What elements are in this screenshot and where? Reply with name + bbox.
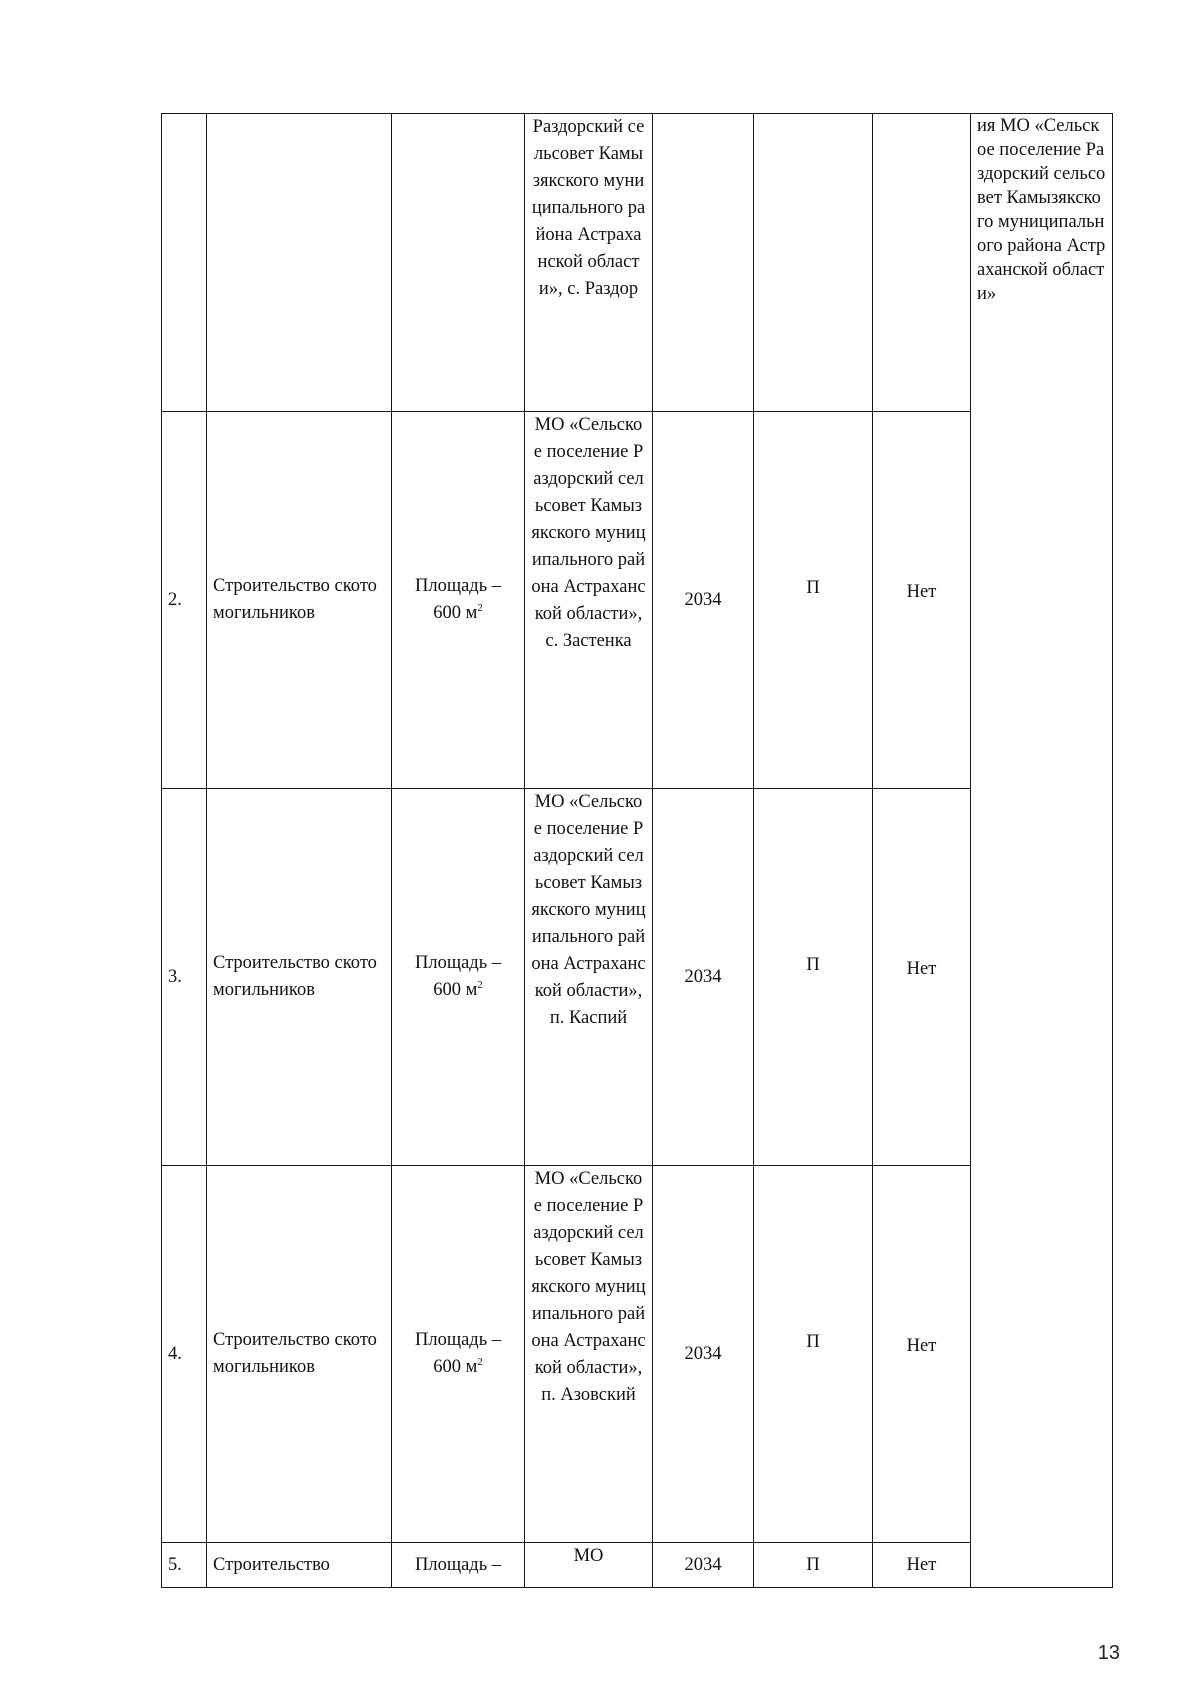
table-row xyxy=(162,789,1113,1166)
cell-place: МО «Сельское поселение Раздорский сельсовет Камызякского муниципального района Астраханской области», с. Застенка xyxy=(525,412,653,789)
cell-year: 2034 xyxy=(653,412,754,789)
param-value xyxy=(398,977,518,1004)
cell-param xyxy=(392,789,525,1166)
cell-place: МО «Сельское поселение Раздорский сельсовет Камызякского муниципального района Астраханской области», п. Азовский xyxy=(525,1166,653,1543)
cell-param: Площадь – xyxy=(392,1543,525,1588)
cell-zone: Нет xyxy=(873,1543,971,1588)
cell-param xyxy=(392,114,525,412)
cell-num: 4. xyxy=(162,1166,207,1543)
cell-num: 5. xyxy=(162,1543,207,1588)
cell-param xyxy=(392,1166,525,1543)
objects-table xyxy=(161,113,1113,1588)
zone-value: Нет xyxy=(906,1335,937,1356)
cell-status xyxy=(754,412,873,789)
cell-zone xyxy=(873,114,971,412)
zone-value: Нет xyxy=(906,581,937,602)
unit-superscript: 2 xyxy=(477,978,483,991)
status-value: П xyxy=(806,1331,820,1352)
table-row xyxy=(162,1543,1113,1588)
cell-status xyxy=(754,1166,873,1543)
param-value xyxy=(398,1354,518,1381)
param-value xyxy=(398,600,518,627)
param-value-text: 600 м xyxy=(433,1357,478,1377)
cell-place: Раздорский сельсовет Камызякского муниципального района Астраханской области», с. Раздор xyxy=(525,114,653,412)
cell-status xyxy=(754,114,873,412)
param-label: Площадь – xyxy=(414,576,502,596)
unit-superscript: 2 xyxy=(477,1355,483,1368)
cell-param xyxy=(392,412,525,789)
unit-superscript: 2 xyxy=(477,601,483,614)
cell-zone xyxy=(873,1166,971,1543)
zone-value: Нет xyxy=(906,958,937,979)
cell-zone xyxy=(873,412,971,789)
cell-year: 2034 xyxy=(653,789,754,1166)
table-row xyxy=(162,412,1113,789)
cell-name: Строительство xyxy=(207,1543,392,1588)
cell-num xyxy=(162,114,207,412)
param-label: Площадь – xyxy=(414,1330,502,1350)
cell-status xyxy=(754,789,873,1166)
cell-status: П xyxy=(754,1543,873,1588)
cell-year: 2034 xyxy=(653,1543,754,1588)
cell-num: 2. xyxy=(162,412,207,789)
status-value: П xyxy=(806,577,820,598)
cell-name: Строительство скотомогильников xyxy=(207,412,392,789)
table-row-continuation xyxy=(162,114,1113,412)
cell-zone xyxy=(873,789,971,1166)
status-value: П xyxy=(806,954,820,975)
cell-num: 3. xyxy=(162,789,207,1166)
cell-name: Строительство скотомогильников xyxy=(207,1166,392,1543)
param-label: Площадь – xyxy=(414,953,502,973)
param-value-text: 600 м xyxy=(433,603,478,623)
cell-name: Строительство скотомогильников xyxy=(207,789,392,1166)
cell-year: 2034 xyxy=(653,1166,754,1543)
cell-name xyxy=(207,114,392,412)
cell-year xyxy=(653,114,754,412)
param-value-text: 600 м xyxy=(433,980,478,1000)
cell-place: МО «Сельское поселение Раздорский сельсовет Камызякского муниципального района Астраханской области», п. Каспий xyxy=(525,789,653,1166)
table-row xyxy=(162,1166,1113,1543)
cell-place: МО xyxy=(525,1543,653,1588)
page-number: 13 xyxy=(1097,1642,1120,1664)
cell-responsible: ия МО «Сельское поселение Раздорский сельсовет Камызякского муниципального района Астраханской области» xyxy=(971,114,1113,1588)
